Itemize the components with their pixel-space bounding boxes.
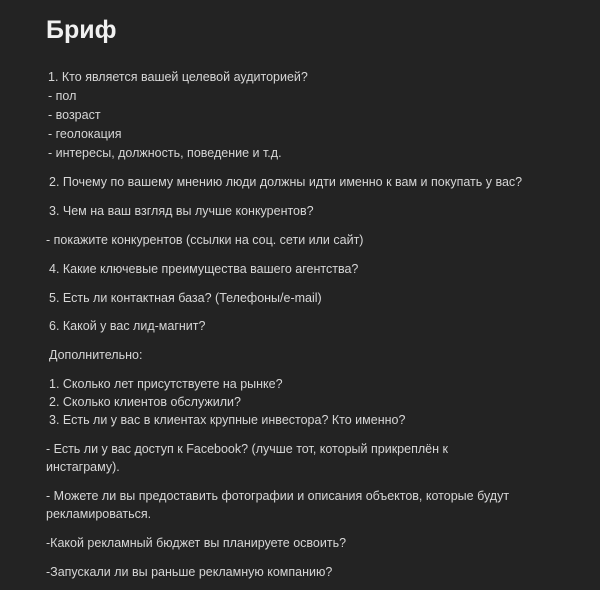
brief-line: 3. Чем на ваш взгляд вы лучше конкурентов? (49, 204, 314, 218)
brief-line: рекламироваться. (46, 507, 152, 521)
brief-line: 1. Сколько лет присутствуете на рынке? (49, 377, 283, 391)
brief-line: 3. Есть ли у вас в клиентах крупные инвестора? Кто именно? (49, 413, 406, 427)
brief-line: - Можете ли вы предоставить фотографии и описания объектов, которые будут (46, 489, 510, 503)
brief-line: - Есть ли у вас доступ к Facebook? (лучше тот, который прикреплён к (46, 442, 448, 456)
brief-line: 4. Какие ключевые преимущества вашего агентства? (49, 262, 359, 276)
brief-line: - интересы, должность, поведение и т.д. (48, 146, 282, 160)
brief-line: - пол (48, 89, 77, 103)
brief-line: 1. Кто является вашей целевой аудиторией? (48, 70, 308, 84)
brief-line: - возраст (48, 108, 101, 122)
brief-line: - геолокация (48, 127, 122, 141)
brief-line: Дополнительно: (49, 348, 143, 362)
brief-line: 2. Почему по вашему мнению люди должны идти именно к вам и покупать у вас? (49, 175, 523, 189)
brief-line: - покажите конкурентов (ссылки на соц. сети или сайт) (46, 233, 364, 247)
brief-line: инстаграму). (46, 460, 120, 474)
brief-line: 5. Есть ли контактная база? (Телефоны/e-mail) (49, 291, 322, 305)
brief-line: -Какой рекламный бюджет вы планируете освоить? (46, 536, 347, 550)
page-title: Бриф (46, 16, 117, 44)
brief-line: 6. Какой у вас лид-магнит? (49, 319, 206, 333)
brief-line: 2. Сколько клиентов обслужили? (49, 395, 241, 409)
brief-line: -Запускали ли вы раньше рекламную компанию? (46, 565, 333, 579)
